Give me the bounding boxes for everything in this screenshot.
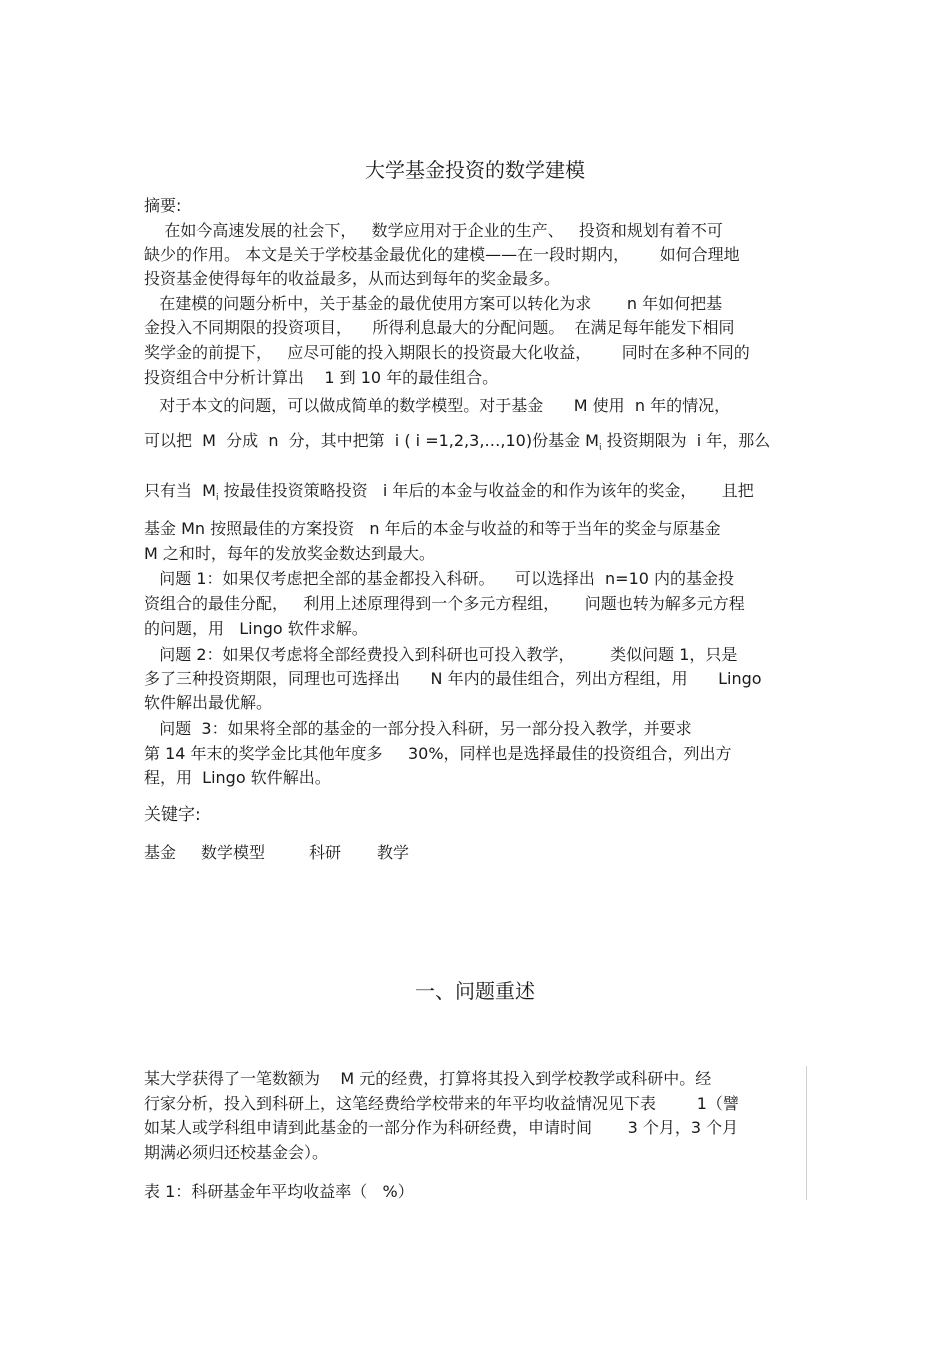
keyword: 基金 (144, 843, 177, 862)
keyword: 教学 (377, 843, 410, 862)
abstract-label: 摘要: (144, 196, 182, 215)
keyword: 数学模型 (201, 843, 266, 862)
section-line: 行家分析，投入到科研上，这笔经费给学校带来的年平均收益情况见下表 1（譬 (144, 1094, 739, 1113)
table-caption: 表 1：科研基金年平均收益率（ %） (144, 1182, 414, 1201)
paper-title: 大学基金投资的数学建模 (365, 158, 585, 182)
abstract-line: 投资组合中分析计算出 1 到 10 年的最佳组合。 (144, 368, 499, 387)
keyword: 科研 (309, 843, 342, 862)
margin-rule (806, 1066, 807, 1200)
section-line: 如某人或学科组申请到此基金的一部分作为科研经费，申请时间 3 个月，3 个月 (144, 1118, 739, 1137)
problem-line: 的问题，用 Lingo 软件求解。 (144, 619, 368, 638)
keywords-label: 关键字: (144, 805, 201, 825)
section-line: 期满必须归还校基金会）。 (144, 1143, 329, 1162)
model-line: 可以把 M 分成 n 分，其中把第 i ( i =1,2,3,…,10)份基金 $M_i$ 投资期限为 i 年，那么 (144, 431, 771, 454)
abstract-line: 在建模的问题分析中，关于基金的最优使用方案可以转化为求 n 年如何把基 (144, 294, 723, 313)
abstract-line: 奖学金的前提下， 应尽可能的投入期限长的投资最大化收益， 同时在多种不同的 (144, 343, 750, 362)
abstract-line: 投资基金使得每年的收益最多，从而达到每年的奖金最多。 (144, 269, 561, 288)
problem-line: 多了三种投资期限，同理也可选择出 N 年内的最佳组合，列出方程组，用 Lingo (144, 669, 762, 688)
problem-line: 程，用 Lingo 软件解出。 (144, 768, 331, 787)
problem-line: 问题 3：如果将全部的基金的一部分投入科研，另一部分投入教学，并要求 (144, 719, 692, 738)
abstract-line: 对于本文的问题，可以做成简单的数学模型。对于基金 M 使用 n 年的情况， (144, 396, 731, 415)
abstract-line: 金投入不同期限的投资项目， 所得利息最大的分配问题。 在满足每年能发下相同 (144, 318, 735, 337)
section-title: 一、问题重述 (415, 979, 535, 1003)
abstract-line: 缺少的作用。 本文是关于学校基金最优化的建模——在一段时期内， 如何合理地 (144, 245, 740, 264)
model-line: 只有当 $M_i$ 按最佳投资策略投资 i 年后的本金与收益金的和作为该年的奖金， 且把 (144, 481, 754, 504)
problem-line: 第 14 年末的奖学金比其他年度多 30%，同样也是选择最佳的投资组合，列出方 (144, 744, 732, 763)
problem-line: 软件解出最优解。 (144, 693, 273, 712)
section-line: 某大学获得了一笔数额为 M 元的经费，打算将其投入到学校教学或科研中。经 (144, 1069, 712, 1088)
model-line: 基金 Mn 按照最佳的方案投资 n 年后的本金与收益的和等于当年的奖金与原基金 (144, 519, 721, 538)
problem-line: 问题 2：如果仅考虑将全部经费投入到科研也可投入教学， 类似问题 1，只是 (144, 645, 738, 664)
problem-line: 问题 1：如果仅考虑把全部的基金都投入科研。 可以选择出 n=10 内的基金投 (144, 569, 735, 588)
model-line: M 之和时，每年的发放奖金数达到最大。 (144, 544, 435, 563)
abstract-line: 在如今高速发展的社会下， 数学应用对于企业的生产、 投资和规划有着不可 (144, 221, 723, 240)
problem-line: 资组合的最佳分配， 利用上述原理得到一个多元方程组， 问题也转为解多元方程 (144, 594, 745, 613)
